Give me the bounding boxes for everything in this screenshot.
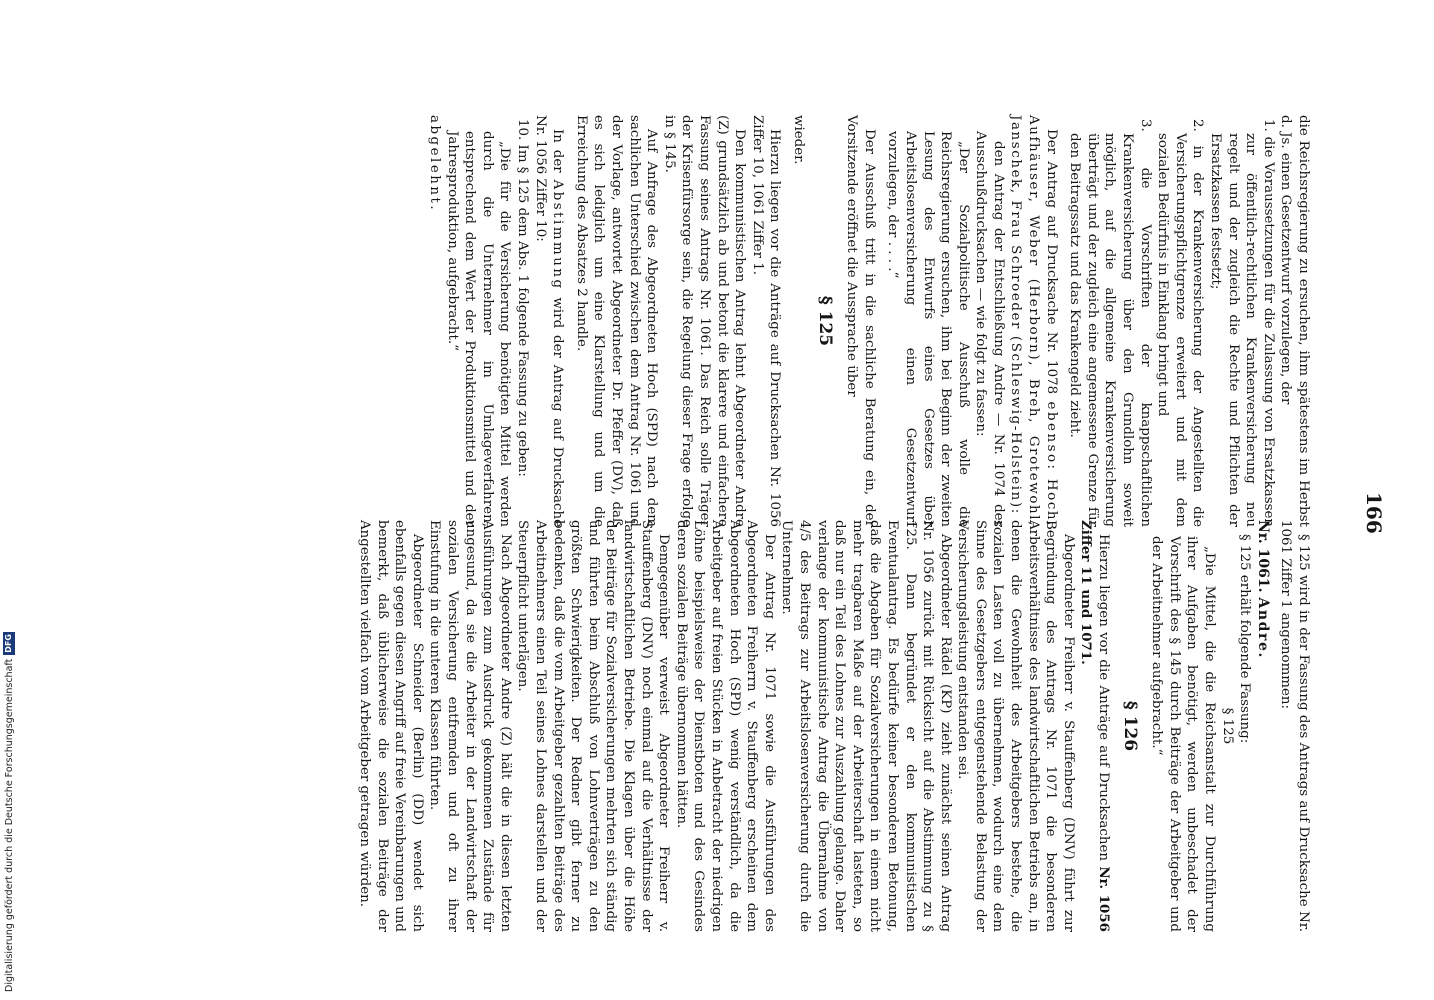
item-10: 10. Im § 125 dem Abs. 1 folgende Fassung zu geben:	[515, 119, 531, 477]
section-126-heading: § 126	[1119, 700, 1140, 752]
dfg-logo-icon: DFG	[4, 634, 13, 653]
motion-1078-prefix: Der Antrag auf Drucksache Nr. 1078	[1043, 129, 1059, 402]
nr-1061-heading	[1253, 520, 1271, 932]
p125-new-wording: § 125 erhält folgende Fassung:	[1237, 534, 1253, 744]
nr-1061-name: Andre.	[1254, 597, 1271, 659]
intro-paragraph: die Reichsregierung zu ersuchen, ihm spätestens im Herbst d. Js. einen Gesetzentwurf vorzulegen, der	[1278, 115, 1311, 527]
motion-1078-ebenso: ebenso:	[1043, 401, 1059, 472]
vote-word: Abstimmung	[550, 179, 566, 291]
credit-text: Digitalisierung gefördert durch die Deutsche Forschungsgemeinschaft	[3, 658, 15, 992]
motion-1078-signatories: Hoch, Aufhäuser, Weber (Herborn), Breh, Grotewohl, Janschek, Frau Schroeder (Schleswig-Holstein):	[1008, 115, 1059, 527]
funding-credit	[2, 592, 16, 992]
motions-126-numbers: Nr. 1056 Ziffer 11 und 1071.	[1078, 520, 1113, 932]
vote-prefix: In der	[550, 129, 566, 180]
list-item: 3. die Vorschriften der knappschaftlichen Krankenversicherung über den Grundlohn soweit möglich, auf die allgemeine Krankenversicherung überträgt und der zugleich eine angemessene Grenze für den Beitragssatz und das Krankengeld zieht.	[1067, 119, 1153, 527]
motion-1074-paragraph: den Antrag der Entschließung Andre — Nr. 1074 der Ausschußdrucksachen — wie folgt zu fassen:	[973, 131, 1006, 527]
p125-quote: „Die Mittel, die die Reichsanstalt zur Durchführung ihrer Aufgaben benötigt, werden unbeschadet der Vorschrift des § 145 durch Beiträge der Arbeitgeber und der Arbeitnehmer aufgebracht.“	[1149, 536, 1218, 932]
vote-suffix: wird der Antrag auf Drucksache Nr. 1056 Ziffer 10:	[532, 115, 566, 528]
right-column	[356, 520, 1312, 932]
left-column	[426, 115, 1313, 527]
andre-paragraph: Nach Abgeordneter Andre (Z) hält die in diesen letzten Ausführungen zum Ausdruck gekommenen Zustände für ungesund, da sie die Arbeiter in der Landwirtschaft der sozialen Versicherung entfremden und oft zu ihrer Einstufung in die unteren Klassen führten.	[427, 520, 513, 932]
motions-126-prefix: Hierzu liegen vor die Anträge auf Drucksachen	[1096, 534, 1112, 867]
item-10-quote: „Die für die Versicherung benötigten Mittel werden durch die Unternehmer im Umlageverfahren, entsprechend dem Wert der Produktionsmittel und der Jahresproduktion, aufgebracht.“	[444, 131, 513, 527]
motion-1071-paragraph: Der Antrag Nr. 1071 sowie die Ausführungen des Abgeordneten Freiherrn v. Stauffenberg erscheinen dem Abgeordneten Hoch (SPD) wenig verständlich, da die Arbeitgeber auf freien Stücken in Anbetracht der niedrigen Löhne beispielsweise der Dienstboten und des Gesindes deren sozialen Beiträge übernommen hätten.	[673, 520, 777, 932]
nr-1061-label: Nr. 1061.	[1254, 520, 1271, 593]
section-125-heading: § 125	[814, 295, 835, 347]
motion-1078-paragraph	[1007, 115, 1060, 527]
motions-126-paragraph	[1077, 520, 1112, 932]
motion-1061-adopted: § 125 wird in der Fassung des Antrags auf Drucksache Nr. 1061 Ziffer 1 angenommen:	[1278, 520, 1311, 932]
p125-center-label: § 125	[1219, 707, 1235, 745]
stauffenberg-paragraph: Abgeordneter Freiherr v. Stauffenberg (DNV) führt zur Begründung des Antrags Nr. 1071 die besonderen Arbeitsverhältnisse des landwirtschaftlichen Betriebs an, in denen die Gewohnheit des Arbeitgebers bestehe, die sozialen Lasten voll zu übernehmen, wodurch eine dem Sinne des Gesetzgebers entgegenstehende Belastung der Versicherungsleistung entstanden sei.	[955, 520, 1076, 932]
communist-motion-paragraph: Den kommunistischen Antrag lehnt Abgeordneter Andre (Z) grundsätzlich ab und betont die klarere und einfachere Fassung seines Antrags Nr. 1061. Das Reich solle Träger der Krisenfürsorge sein, die Regelung dieser Frage erfolge in § 145.	[661, 115, 748, 527]
deliberation-paragraph: Der Ausschuß tritt in die sachliche Beratung ein, der Vorsitzende eröffnet die Aussprache über	[844, 115, 877, 527]
list-item: 2. in der Krankenversicherung der Angestellten die Versicherungspflichtgrenze erweitert und mit dem sozialen Bedürfnis in Einklang bringt und	[1155, 119, 1206, 527]
schneider-paragraph: Abgeordneter Schneider (Berlin) (DD) wendet sich ebenfalls gegen diesen Angriff auf freie Vereinbarungen und bemerkt, daß üblicherweise die sozialen Beiträge der Angestellten vielfach vom Arbeitgeber getragen würden.	[357, 520, 425, 932]
list-item: 1. die Voraussetzungen für die Zulassung von Ersatzkassen zur öffentlich-rechtlichen Krankenversicherung neu regelt und der zugleich die Rechte und Pflichten der Ersatzkassen festsetzt;	[1208, 119, 1276, 527]
motion-1074-quote: „Der Sozialpolitische Ausschuß wolle die Reichsregierung ersuchen, ihm bei Beginn der zweiten Lesung des Entwurfs eines Gesetzes über Arbeitslosenversicherung einen Gesetzentwurf vorzulegen, der . . . .“	[885, 131, 971, 527]
demgegenueber-paragraph: Demgegenüber verweist Abgeordneter Freiherr v. Stauffenberg (DNV) noch einmal auf die Verhältnisse der landwirtschaftlichen Betriebe. Die Klagen über die Höhe der Beiträge für Sozialversicherungen mehrten sich ständig und führten beim Abschluß von Lohnverträgen zu den größten Schwierigkeiten. Der Redner gibt ferner zu bedenken, daß die vom Arbeitgeber gezahlten Beiträge des Arbeitnehmers einen Teil seines Lohnes darstellen und der Steuerpflicht unterlägen.	[515, 520, 672, 932]
hoch-inquiry-paragraph: Auf Anfrage des Abgeordneten Hoch (SPD) nach dem sachlichen Unterschied zwischen dem Antrag Nr. 1061 und der Vorlage, antwortet Abgeordneter Dr. Pfeffer (DV), daß es sich lediglich um eine Klarstellung und um die Erreichung des Absatzes 2 handle.	[573, 115, 660, 527]
vote-paragraph	[531, 115, 566, 527]
wieder-text: wieder.	[790, 115, 806, 165]
page-number: 166	[1362, 492, 1386, 534]
motions-125-paragraph: Hierzu liegen vor die Anträge auf Drucksachen Nr. 1056 Ziffer 10, 1061 Ziffer 1.	[749, 115, 783, 527]
raedel-paragraph: Abgeordneter Rädel (KP) zieht zunächst seinen Antrag Nr. 1056 zurück mit Rücksicht auf die Abstimmung zu § 125. Dann begründet er den kommunistischen Eventualantrag. Es bedürfe keiner besonderen Betonung, daß die Abgaben für Sozialversicherungen in einem nicht mehr tragbaren Maße auf der Arbeiterschaft lasteten, so daß nur ein Teil des Lohnes zur Auszahlung gelange. Daher verlange der kommunistische Antrag die Übernahme von 4/5 des Beitrags zur Arbeitslosenversicherung durch die Unternehmer.	[779, 520, 953, 932]
rejected-text: abgelehnt.	[427, 115, 443, 213]
